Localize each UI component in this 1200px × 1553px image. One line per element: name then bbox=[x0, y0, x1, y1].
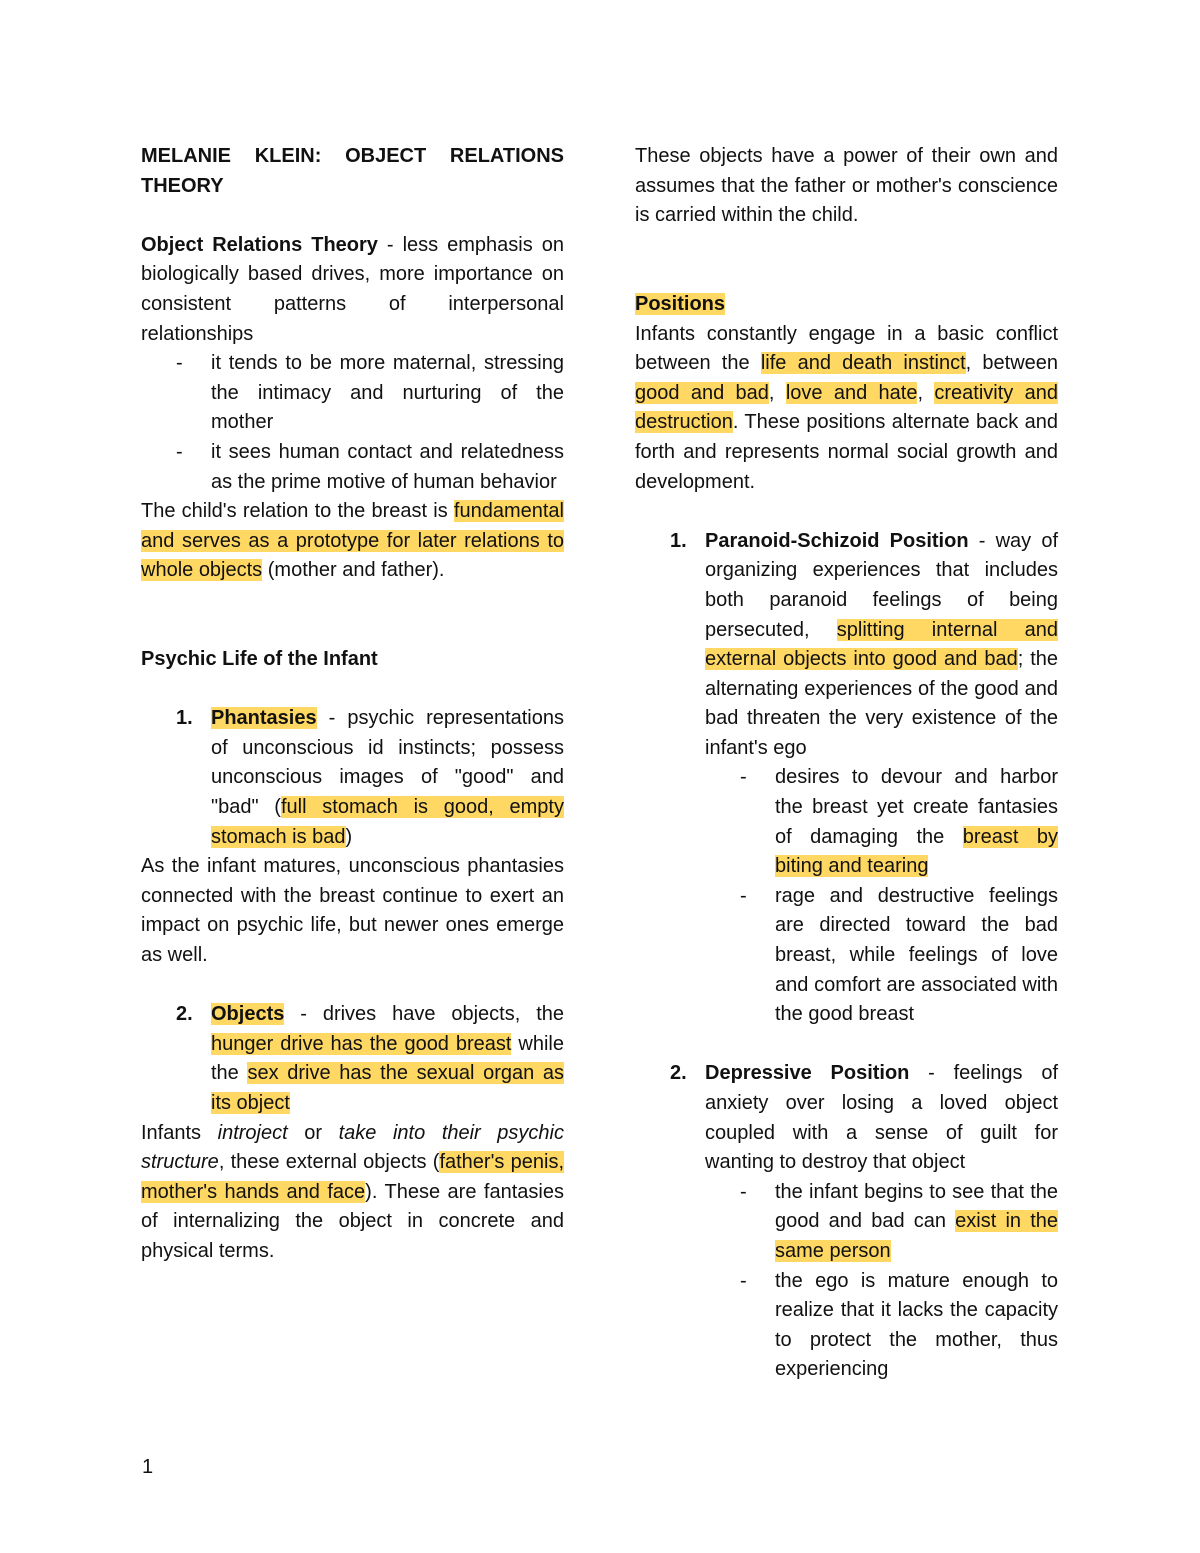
highlight: fundamental and serves as a prototype for later relations to whole objects bbox=[141, 500, 564, 582]
depressive-item: 2. Depressive Position - feelings of anxiety over losing a loved object coupled with a sense of guilt for wanting to destroy that object bbox=[670, 1062, 1058, 1174]
highlight: good and bad bbox=[635, 381, 769, 404]
section-heading-psychic-life: Psychic Life of the Infant bbox=[141, 648, 378, 671]
highlight: love and hate bbox=[785, 381, 918, 404]
ort-term: Object Relations Theory bbox=[141, 233, 378, 256]
list-item: - rage and destructive feelings are directed toward the bad breast, while feelings of love and comfort are associated with the good breast bbox=[740, 884, 1058, 1026]
section-heading-positions: Positions bbox=[635, 292, 726, 315]
list-item: - the ego is mature enough to realize that it lacks the capacity to protect the mother, thus experiencing bbox=[740, 1269, 1058, 1381]
highlight: exist in the same person bbox=[775, 1210, 1059, 1262]
paranoid-schizoid-item: 1. Paranoid-Schizoid Position - way of organizing experiences that includes both paranoid feelings of being persecuted, splitting internal and external objects into good and bad; the alternating experiences of the good and bad threaten the very existence of the infant's ego bbox=[670, 529, 1059, 759]
right-column bbox=[635, 142, 1058, 1385]
highlight: life and death instinct bbox=[760, 352, 966, 375]
paranoid-schizoid-bullets bbox=[635, 763, 1058, 1029]
paranoid-schizoid-term: Paranoid-Schizoid Position bbox=[705, 529, 969, 552]
page-number: 1 bbox=[142, 1456, 154, 1478]
highlight: sex drive has the sexual organ as its object bbox=[211, 1062, 565, 1114]
introject-paragraph: Infants introject or take into their psychic structure, these external objects (father's penis, mother's hands and face). These are fantasies of internalizing the object in concrete and physical terms. bbox=[141, 1121, 565, 1262]
breast-paragraph: The child's relation to the breast is fundamental and serves as a prototype for later relations to whole objects (mother and father). bbox=[141, 500, 564, 582]
objects-item: 2. Objects - drives have objects, the hunger drive has the good breast while the sex drive has the sexual organ as its object bbox=[176, 1003, 565, 1114]
list-item: - it tends to be more maternal, stressing the intimacy and nurturing of the mother bbox=[176, 352, 564, 434]
ort-bullet-list bbox=[141, 349, 564, 497]
list-item: - it sees human contact and relatedness as the prime motive of human behavior bbox=[176, 440, 564, 493]
list-item: - desires to devour and harbor the breast yet create fantasies of damaging the breast by biting and tearing bbox=[740, 766, 1058, 878]
list-item: - the infant begins to see that the good and bad can exist in the same person bbox=[740, 1180, 1059, 1262]
conflict-paragraph: Infants constantly engage in a basic conflict between the life and death instinct, between good and bad, love and hate, creativity and destruction. These positions alternate back and forth and represents normal social growth and development. bbox=[635, 322, 1059, 493]
highlight: splitting internal and external objects into good and bad bbox=[705, 618, 1058, 671]
objects-term: Objects bbox=[211, 1003, 285, 1026]
depressive-term: Depressive Position bbox=[705, 1062, 910, 1085]
ort-definition: Object Relations Theory - less emphasis on biologically based drives, more importance on consistent patterns of interpersonal relationships bbox=[141, 233, 564, 345]
highlight: father's penis, mother's hands and face bbox=[141, 1151, 565, 1203]
highlight: creativity and destruction bbox=[635, 381, 1058, 434]
highlight: full stomach is good, empty stomach is bad bbox=[211, 796, 564, 848]
phantasies-item: 1. Phantasies - psychic representations of unconscious id instincts; possess unconscious images of "good" and "bad" (full stomach is good, empty stomach is bad) bbox=[176, 707, 564, 848]
depressive-bullets bbox=[635, 1178, 1058, 1385]
matures-paragraph: As the infant matures, unconscious phantasies connected with the breast continue to exert an impact on psychic life, but newer ones emerge as well. bbox=[141, 855, 564, 967]
highlight: hunger drive has the good breast bbox=[211, 1032, 512, 1055]
document-title: MELANIE KLEIN: OBJECT RELATIONS THEORY bbox=[141, 145, 564, 197]
highlight: breast by biting and tearing bbox=[775, 825, 1058, 878]
objects-power-paragraph: These objects have a power of their own and assumes that the father or mother's conscience is carried within the child. bbox=[635, 145, 1058, 227]
phantasies-term: Phantasies bbox=[211, 707, 317, 730]
left-column bbox=[141, 142, 564, 1267]
